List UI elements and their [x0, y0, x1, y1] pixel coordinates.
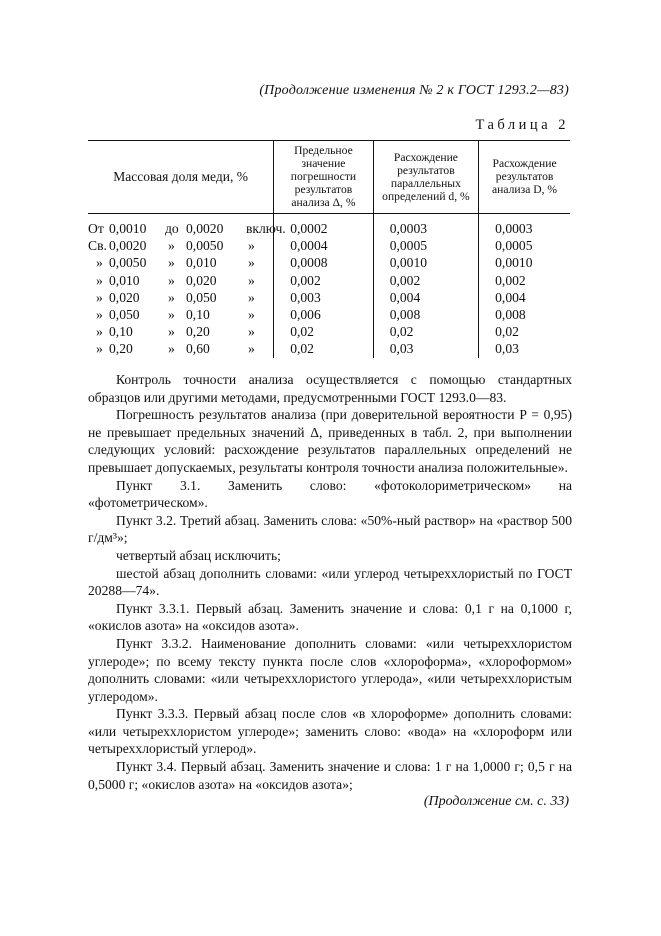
value-delta-cell: 0,002	[274, 272, 374, 289]
paragraph: четвертый абзац исключить;	[116, 547, 281, 563]
range-prefix: Св.	[88, 238, 107, 254]
value-delta-cell: 0,02	[274, 323, 374, 340]
range-to: 0,20	[186, 324, 210, 340]
range-prefix: »	[96, 289, 103, 305]
value-delta-cell: 0,0004	[274, 237, 374, 254]
range-sep: »	[168, 307, 175, 323]
range-suffix: »	[248, 255, 255, 271]
range-to: 0,0020	[186, 221, 224, 236]
table-row	[88, 306, 570, 323]
range-suffix: »	[248, 289, 255, 305]
range-sep: »	[168, 255, 175, 271]
range-cell	[88, 254, 274, 271]
value-d-cell: 0,03	[373, 340, 478, 357]
table-row	[88, 237, 570, 254]
value-d-cell: 0,0010	[373, 254, 478, 271]
value-d-cell: 0,0010	[479, 254, 570, 271]
header-error-limit: Предельное значение погрешности результатов анализа Δ, %	[274, 141, 374, 214]
value-d-cell: 0,008	[373, 306, 478, 323]
value-d-cell: 0,002	[373, 272, 478, 289]
range-prefix: »	[96, 307, 103, 323]
value-d-cell: 0,02	[373, 323, 478, 340]
range-cell	[88, 237, 274, 254]
range-to: 0,050	[186, 289, 217, 305]
range-cell	[88, 323, 274, 340]
range-to: 0,020	[186, 272, 217, 288]
table-row	[88, 323, 570, 340]
range-from: 0,010	[109, 272, 140, 288]
table-row	[88, 254, 570, 271]
range-sep: »	[168, 324, 175, 340]
value-d-cell: 0,02	[479, 323, 570, 340]
range-to: 0,010	[186, 255, 217, 271]
value-delta-cell: 0,006	[274, 306, 374, 323]
range-to: 0,60	[186, 341, 210, 357]
range-cell	[88, 214, 286, 238]
range-suffix: »	[248, 341, 255, 357]
value-d-cell: 0,0003	[479, 214, 570, 238]
range-cell	[88, 306, 274, 323]
range-from: 0,0050	[109, 255, 147, 271]
value-d-cell: 0,004	[373, 289, 478, 306]
paragraph: Пункт 3.2. Третий абзац. Заменить слова: «50%-ный раствор» на «раствор 500 г/дм³»;	[88, 512, 572, 546]
range-suffix: включ.	[246, 221, 286, 236]
range-from: 0,10	[109, 324, 133, 340]
range-to: 0,10	[186, 307, 210, 323]
range-prefix: »	[96, 272, 103, 288]
range-from: 0,020	[109, 289, 140, 305]
paragraph: Погрешность результатов анализа (при доверительной вероятности P = 0,95) не превышает предельных значений Δ, приведенных в табл. 2, при выполнении следующих условий: расхождение результатов параллельных определений не превышает допускаемых, результаты контроля точности анализа положительные».	[88, 407, 572, 475]
body-text	[88, 371, 572, 793]
paragraph: шестой абзац дополнить словами: «или углерод четыреххлористый по ГОСТ 20288—74».	[88, 565, 572, 599]
range-prefix: »	[96, 341, 103, 357]
value-d-cell: 0,03	[479, 340, 570, 357]
range-to: 0,0050	[186, 238, 224, 254]
paragraph: Контроль точности анализа осуществляется с помощью стандартных образцов или другими методами, предусмотренными ГОСТ 1293.0—83.	[88, 372, 572, 405]
paragraph: Пункт 3.1. Заменить слово: «фотоколориметрическом» на «фотометрическом».	[88, 477, 572, 511]
value-d-cell: 0,008	[479, 306, 570, 323]
paragraph: Пункт 3.3.3. Первый абзац после слов «в хлороформе» дополнить словами: «или четыреххлористом углероде»; заменить слово: «вода» на «хлороформ или четыреххлористый углерод».	[88, 706, 572, 757]
range-sep: »	[168, 272, 175, 288]
range-sep: до	[165, 221, 179, 236]
header-analysis-discrepancy: Расхождение результатов анализа D, %	[479, 141, 570, 214]
range-sep: »	[168, 289, 175, 305]
value-d-cell: 0,0005	[479, 237, 570, 254]
data-table	[88, 140, 570, 358]
range-suffix: »	[248, 272, 255, 288]
table-row	[88, 272, 570, 289]
value-delta-cell: 0,0008	[274, 254, 374, 271]
range-cell	[88, 272, 274, 289]
header-parallel-discrepancy: Расхождение результатов параллельных определений d, %	[373, 141, 478, 214]
range-from: 0,0020	[109, 238, 147, 254]
range-cell	[88, 289, 274, 306]
value-delta-cell: 0,02	[274, 340, 374, 357]
header-copper-fraction: Массовая доля меди, %	[88, 141, 274, 214]
table-header-row	[88, 141, 570, 214]
paragraph: Пункт 3.4. Первый абзац. Заменить значение и слова: 1 г на 1,0000 г; 0,5 г на 0,5000 г; «окислов азота» на «оксидов азота»;	[88, 759, 572, 792]
range-suffix: »	[248, 324, 255, 340]
range-prefix: »	[96, 324, 103, 340]
continuation-footer: (Продолжение см. с. 33)	[423, 794, 569, 809]
table-row	[88, 289, 570, 306]
range-prefix: »	[96, 255, 103, 271]
table-row	[88, 214, 570, 238]
range-prefix: От	[88, 221, 104, 236]
continuation-header: (Продолжение изменения № 2 к ГОСТ 1293.2—83)	[259, 83, 569, 98]
range-suffix: »	[248, 307, 255, 323]
value-d-cell: 0,002	[479, 272, 570, 289]
paragraph: Пункт 3.3.1. Первый абзац. Заменить значение и слова: 0,1 г на 0,1000 г, «окислов азота» на «оксидов азота».	[88, 600, 572, 634]
paragraph: Пункт 3.3.2. Наименование дополнить словами: «или четыреххлористом углероде»; по всему тексту пункта после слов «хлороформа», «хлороформом» дополнить словами: «или четыреххлористого углерода», «или четыреххлористым углеродом».	[88, 635, 572, 704]
range-sep: »	[168, 341, 175, 357]
range-from: 0,050	[109, 307, 140, 323]
value-d-cell: 0,0005	[373, 237, 478, 254]
value-d-cell: 0,0003	[373, 214, 478, 238]
value-d-cell: 0,004	[479, 289, 570, 306]
value-delta-cell: 0,003	[274, 289, 374, 306]
range-cell	[88, 340, 274, 357]
table-label: Таблица 2	[475, 117, 569, 133]
table-row	[88, 340, 570, 357]
value-delta-cell: 0,0002	[274, 214, 374, 238]
range-suffix: »	[248, 238, 255, 254]
range-sep: »	[168, 238, 175, 254]
range-from: 0,0010	[109, 221, 147, 236]
range-from: 0,20	[109, 341, 133, 357]
